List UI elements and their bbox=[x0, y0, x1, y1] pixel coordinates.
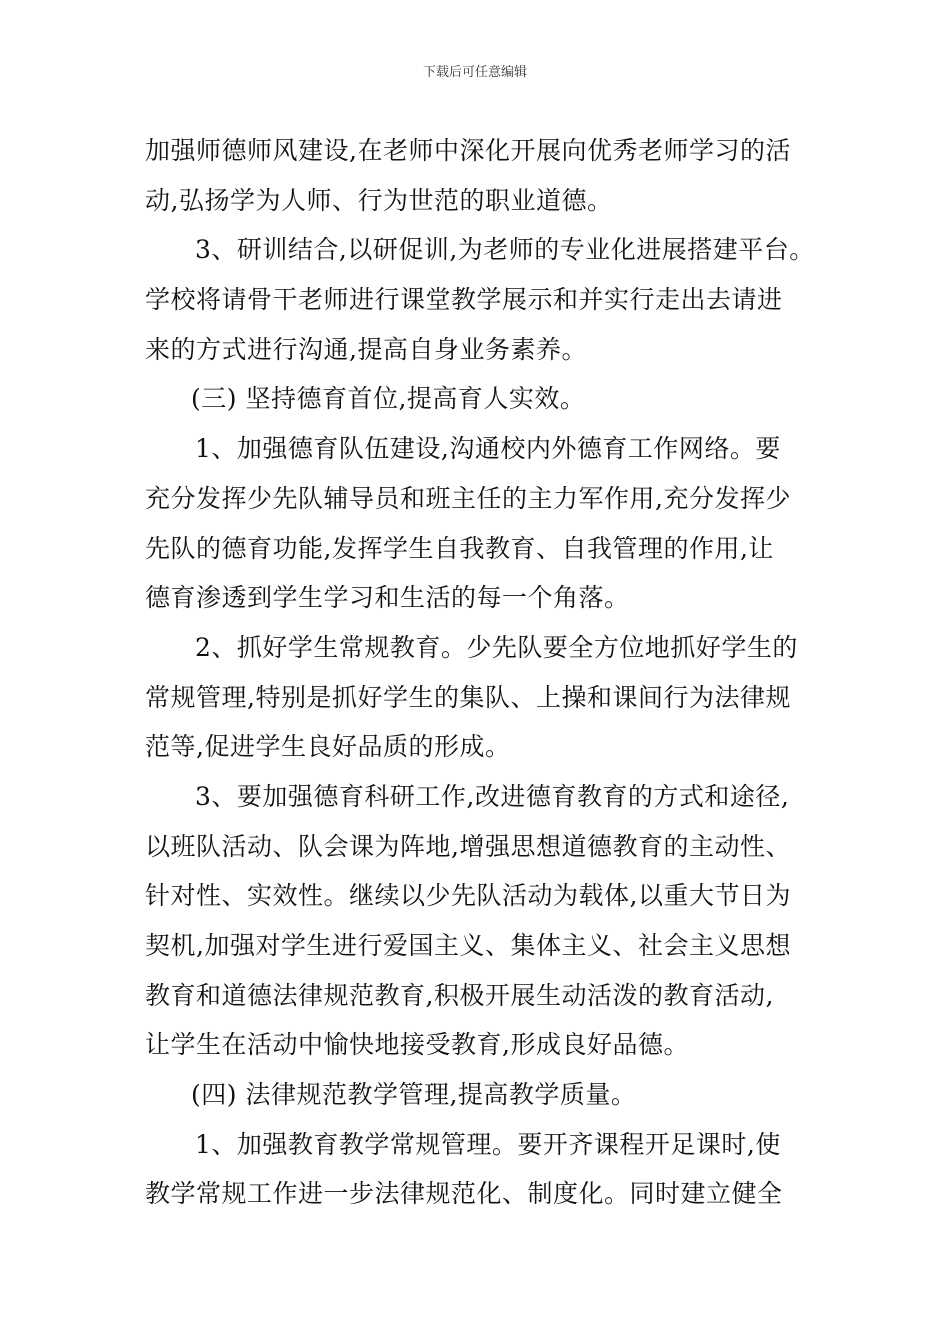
text-line: 针对性、实效性。继续以少先队活动为载体,以重大节日为 bbox=[145, 881, 791, 911]
text-line: 来的方式进行沟通,提高自身业务素养。 bbox=[145, 334, 587, 364]
document-body bbox=[145, 126, 825, 1219]
text-line: 加强师德师风建设,在老师中深化开展向优秀老师学习的活 bbox=[145, 136, 791, 165]
section-heading: (三) 坚持德育首位,提高育人实效。 bbox=[191, 384, 586, 414]
text-line: 常规管理,特别是抓好学生的集队、上操和课间行为法律规 bbox=[145, 682, 791, 712]
text-line: 2、抓好学生常规教育。少先队要全方位地抓好学生的 bbox=[195, 632, 798, 662]
text-line: 1、加强教育教学常规管理。要开齐课程开足课时,使 bbox=[195, 1129, 781, 1159]
text-line: 先队的德育功能,发挥学生自我教育、自我管理的作用,让 bbox=[145, 533, 774, 563]
text-line: 1、加强德育队伍建设,沟通校内外德育工作网络。要 bbox=[195, 434, 781, 464]
text-line: 德育渗透到学生学习和生活的每一个角落。 bbox=[145, 583, 630, 613]
text-line: 动,弘扬学为人师、行为世范的职业道德。 bbox=[145, 185, 613, 215]
section-heading: (四) 法律规范教学管理,提高教学质量。 bbox=[191, 1080, 637, 1110]
text-line: 以班队活动、队会课为阵地,增强思想道德教育的主动性、 bbox=[145, 831, 791, 861]
text-line: 教育和道德法律规范教育,积极开展生动活泼的教育活动, bbox=[145, 980, 774, 1010]
text-line: 教学常规工作进一步法律规范化、制度化。同时建立健全 bbox=[145, 1179, 783, 1209]
text-line: 充分发挥少先队辅导员和班主任的主力军作用,充分发挥少 bbox=[145, 483, 791, 513]
page-header: 下载后可任意编辑 bbox=[422, 65, 527, 80]
text-line: 契机,加强对学生进行爱国主义、集体主义、社会主义思想 bbox=[145, 931, 791, 960]
text-line: 学校将请骨干老师进行课堂教学展示和并实行走出去请进 bbox=[145, 285, 783, 315]
text-line: 范等,促进学生良好品质的形成。 bbox=[145, 732, 511, 762]
text-line: 让学生在活动中愉快地接受教育,形成良好品德。 bbox=[145, 1030, 689, 1060]
text-line: 3、要加强德育科研工作,改进德育教育的方式和途径, bbox=[195, 781, 790, 811]
text-line: 3、研训结合,以研促训,为老师的专业化进展搭建平台。 bbox=[195, 235, 815, 265]
